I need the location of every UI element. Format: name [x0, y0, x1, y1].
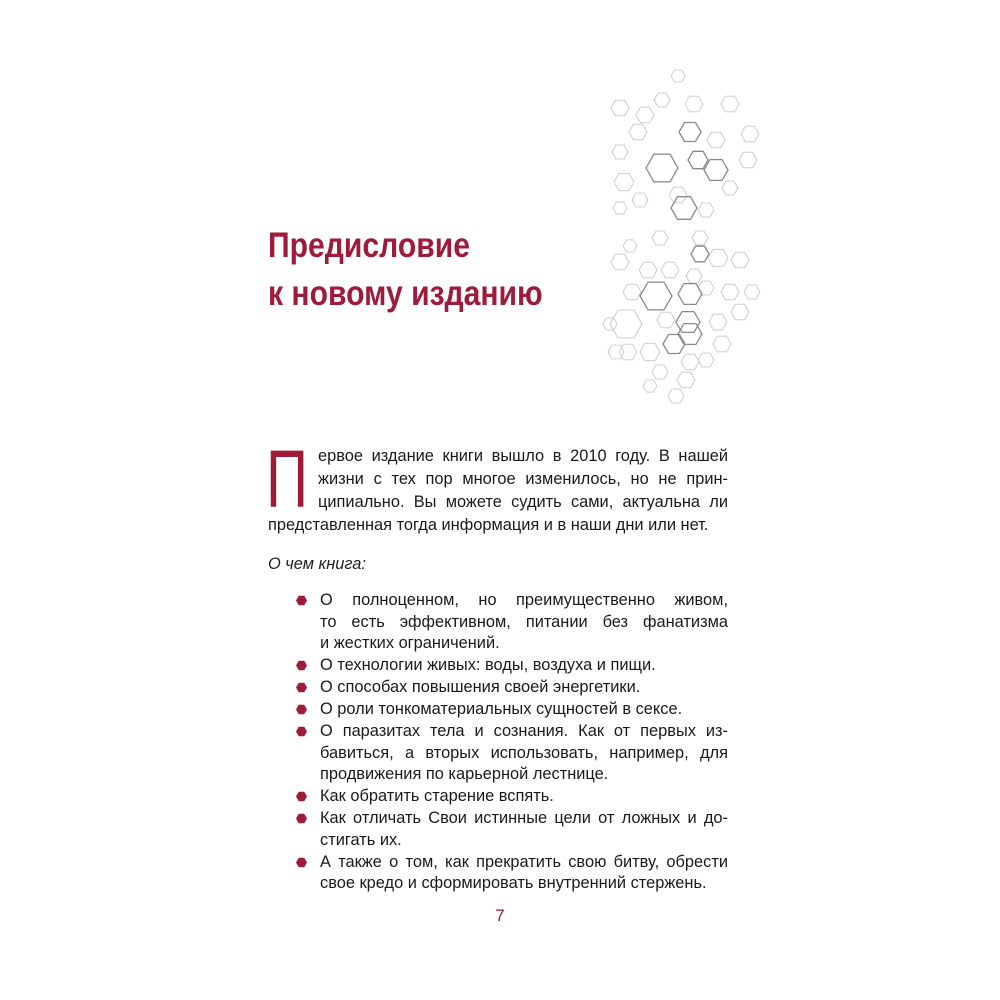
- hexagon-shape: [640, 343, 660, 360]
- hexagon-shape: [629, 124, 647, 140]
- intro-line: ервое издание книги вышло в 2010 году. В нашей: [318, 447, 728, 465]
- title-line-1: Предисловие: [268, 226, 470, 265]
- topic-list: [268, 590, 728, 895]
- hexagon-bullet-icon: [296, 595, 307, 606]
- subhead: О чем книга:: [268, 555, 366, 573]
- hexagon-shape: [619, 344, 637, 360]
- hexagon-bullet-icon: [296, 682, 307, 693]
- hexagon-shape: [669, 187, 687, 203]
- hexagon-shape: [611, 254, 629, 270]
- hexagon-shape: [741, 126, 759, 142]
- hexagon-shape: [671, 70, 685, 82]
- hexagon-shape: [709, 314, 727, 330]
- hexagon-shape: [663, 335, 685, 354]
- hexagon-shape: [668, 389, 684, 403]
- hexagon-shape: [623, 240, 637, 252]
- hexagon-shape: [744, 285, 760, 299]
- hexagon-shape: [646, 154, 678, 182]
- hexagon-shape: [612, 145, 628, 159]
- hexagon-shape: [639, 262, 657, 278]
- intro-line: представленная тогда информация и в наши дни или нет.: [268, 516, 709, 534]
- hexagon-shape: [643, 380, 657, 392]
- hexagon-shape: [652, 365, 668, 379]
- hexagon-shape: [704, 160, 728, 181]
- list-item-line: продвижения по карьерной лестнице.: [320, 765, 609, 783]
- page-title: [268, 222, 543, 318]
- list-item-line: Как отличать Свои истинные цели от ложных и до-: [320, 809, 728, 827]
- hexagon-shape: [681, 354, 699, 370]
- hexagon-shape: [698, 203, 714, 217]
- hexagon-shape: [698, 281, 714, 295]
- list-item-line: свое кредо и сформировать внутренний стержень.: [320, 874, 707, 892]
- hexagon-shape: [688, 151, 708, 168]
- list-item-line: то есть эффективном, питании без фанатизма: [320, 612, 728, 631]
- hexagon-shape: [652, 231, 668, 245]
- list-item: [268, 852, 728, 895]
- list-item-line: бавиться, а вторых использовать, например, для: [320, 743, 728, 762]
- list-item: [268, 699, 728, 721]
- intro-line: жизни с тех пор многое изменилось, но не прин-: [318, 470, 728, 488]
- list-item: [268, 655, 728, 677]
- list-item-line: О технологии живых: воды, воздуха и пищи.: [320, 656, 656, 674]
- list-item: [268, 786, 728, 808]
- hexagon-bullet-icon: [296, 660, 307, 671]
- hexagon-bullet-icon: [296, 791, 307, 802]
- list-item-line: О способах повышения своей энергетики.: [320, 678, 641, 696]
- hexagon-shape: [722, 181, 738, 195]
- list-item: [268, 808, 728, 851]
- hexagon-shape: [613, 202, 627, 214]
- hexagon-shape: [657, 312, 675, 328]
- hexagon-bullet-icon: [296, 726, 307, 737]
- list-item-line: Как обратить старение вспять.: [320, 787, 554, 805]
- hexagon-shape: [654, 93, 670, 107]
- drop-cap: [266, 434, 308, 525]
- hexagon-shape: [707, 132, 725, 148]
- hexagon-shape: [661, 262, 679, 278]
- hexagon-shape: [636, 107, 654, 123]
- hexagon-shape: [614, 173, 634, 190]
- hexagon-shape: [713, 336, 731, 352]
- list-item-line: О роли тонкоматериальных сущностей в сексе.: [320, 700, 683, 718]
- hexagon-shape: [686, 269, 702, 283]
- hexagon-shape: [731, 304, 749, 320]
- hexagon-shape: [721, 96, 739, 112]
- hexagon-shape: [678, 324, 702, 345]
- hexagon-shape: [691, 246, 709, 262]
- hexagon-bullet-icon: [296, 704, 307, 715]
- list-item: [268, 677, 728, 699]
- hexagon-shape: [676, 312, 700, 333]
- hexagon-bullet-icon: [296, 813, 307, 824]
- hexagon-shape: [685, 96, 703, 112]
- page-number: 7: [495, 906, 505, 925]
- list-item-line: А также о том, как прекратить свою битву, обрести: [320, 852, 728, 871]
- hexagon-shape: [731, 252, 749, 268]
- hexagon-shape: [678, 284, 702, 305]
- hexagon-shape: [677, 372, 695, 388]
- intro-paragraph: [266, 434, 728, 537]
- list-item: [268, 590, 728, 655]
- hexagon-shape: [610, 310, 642, 338]
- intro-line: ципиально. Вы можете судить сами, актуальна ли: [318, 493, 728, 511]
- list-item-line: О паразитах тела и сознания. Как от первых из-: [320, 722, 728, 740]
- hexagon-shape: [692, 231, 708, 245]
- hexagon-shape: [632, 193, 648, 207]
- hexagon-shape: [739, 152, 757, 168]
- list-item-line: стигать их.: [320, 830, 402, 849]
- hexagon-shape: [679, 123, 701, 142]
- list-item: [268, 721, 728, 786]
- hexagon-shape: [721, 284, 739, 300]
- list-item-line: О полноценном, но преимущественно живом,: [320, 591, 728, 609]
- hexagon-bullet-icon: [296, 857, 307, 868]
- drop-cap-letter: П: [266, 434, 308, 525]
- hexagon-shape: [611, 100, 629, 116]
- hexagon-shape: [698, 353, 714, 367]
- hexagon-shape: [623, 284, 641, 300]
- hexagon-molecule-decoration: [590, 60, 780, 420]
- list-item-line: и жестких ограничений.: [320, 634, 500, 652]
- hexagon-shape: [708, 249, 728, 266]
- hexagon-shape: [640, 282, 672, 310]
- title-line-2: к новому изданию: [268, 274, 543, 313]
- body-text: [266, 434, 728, 895]
